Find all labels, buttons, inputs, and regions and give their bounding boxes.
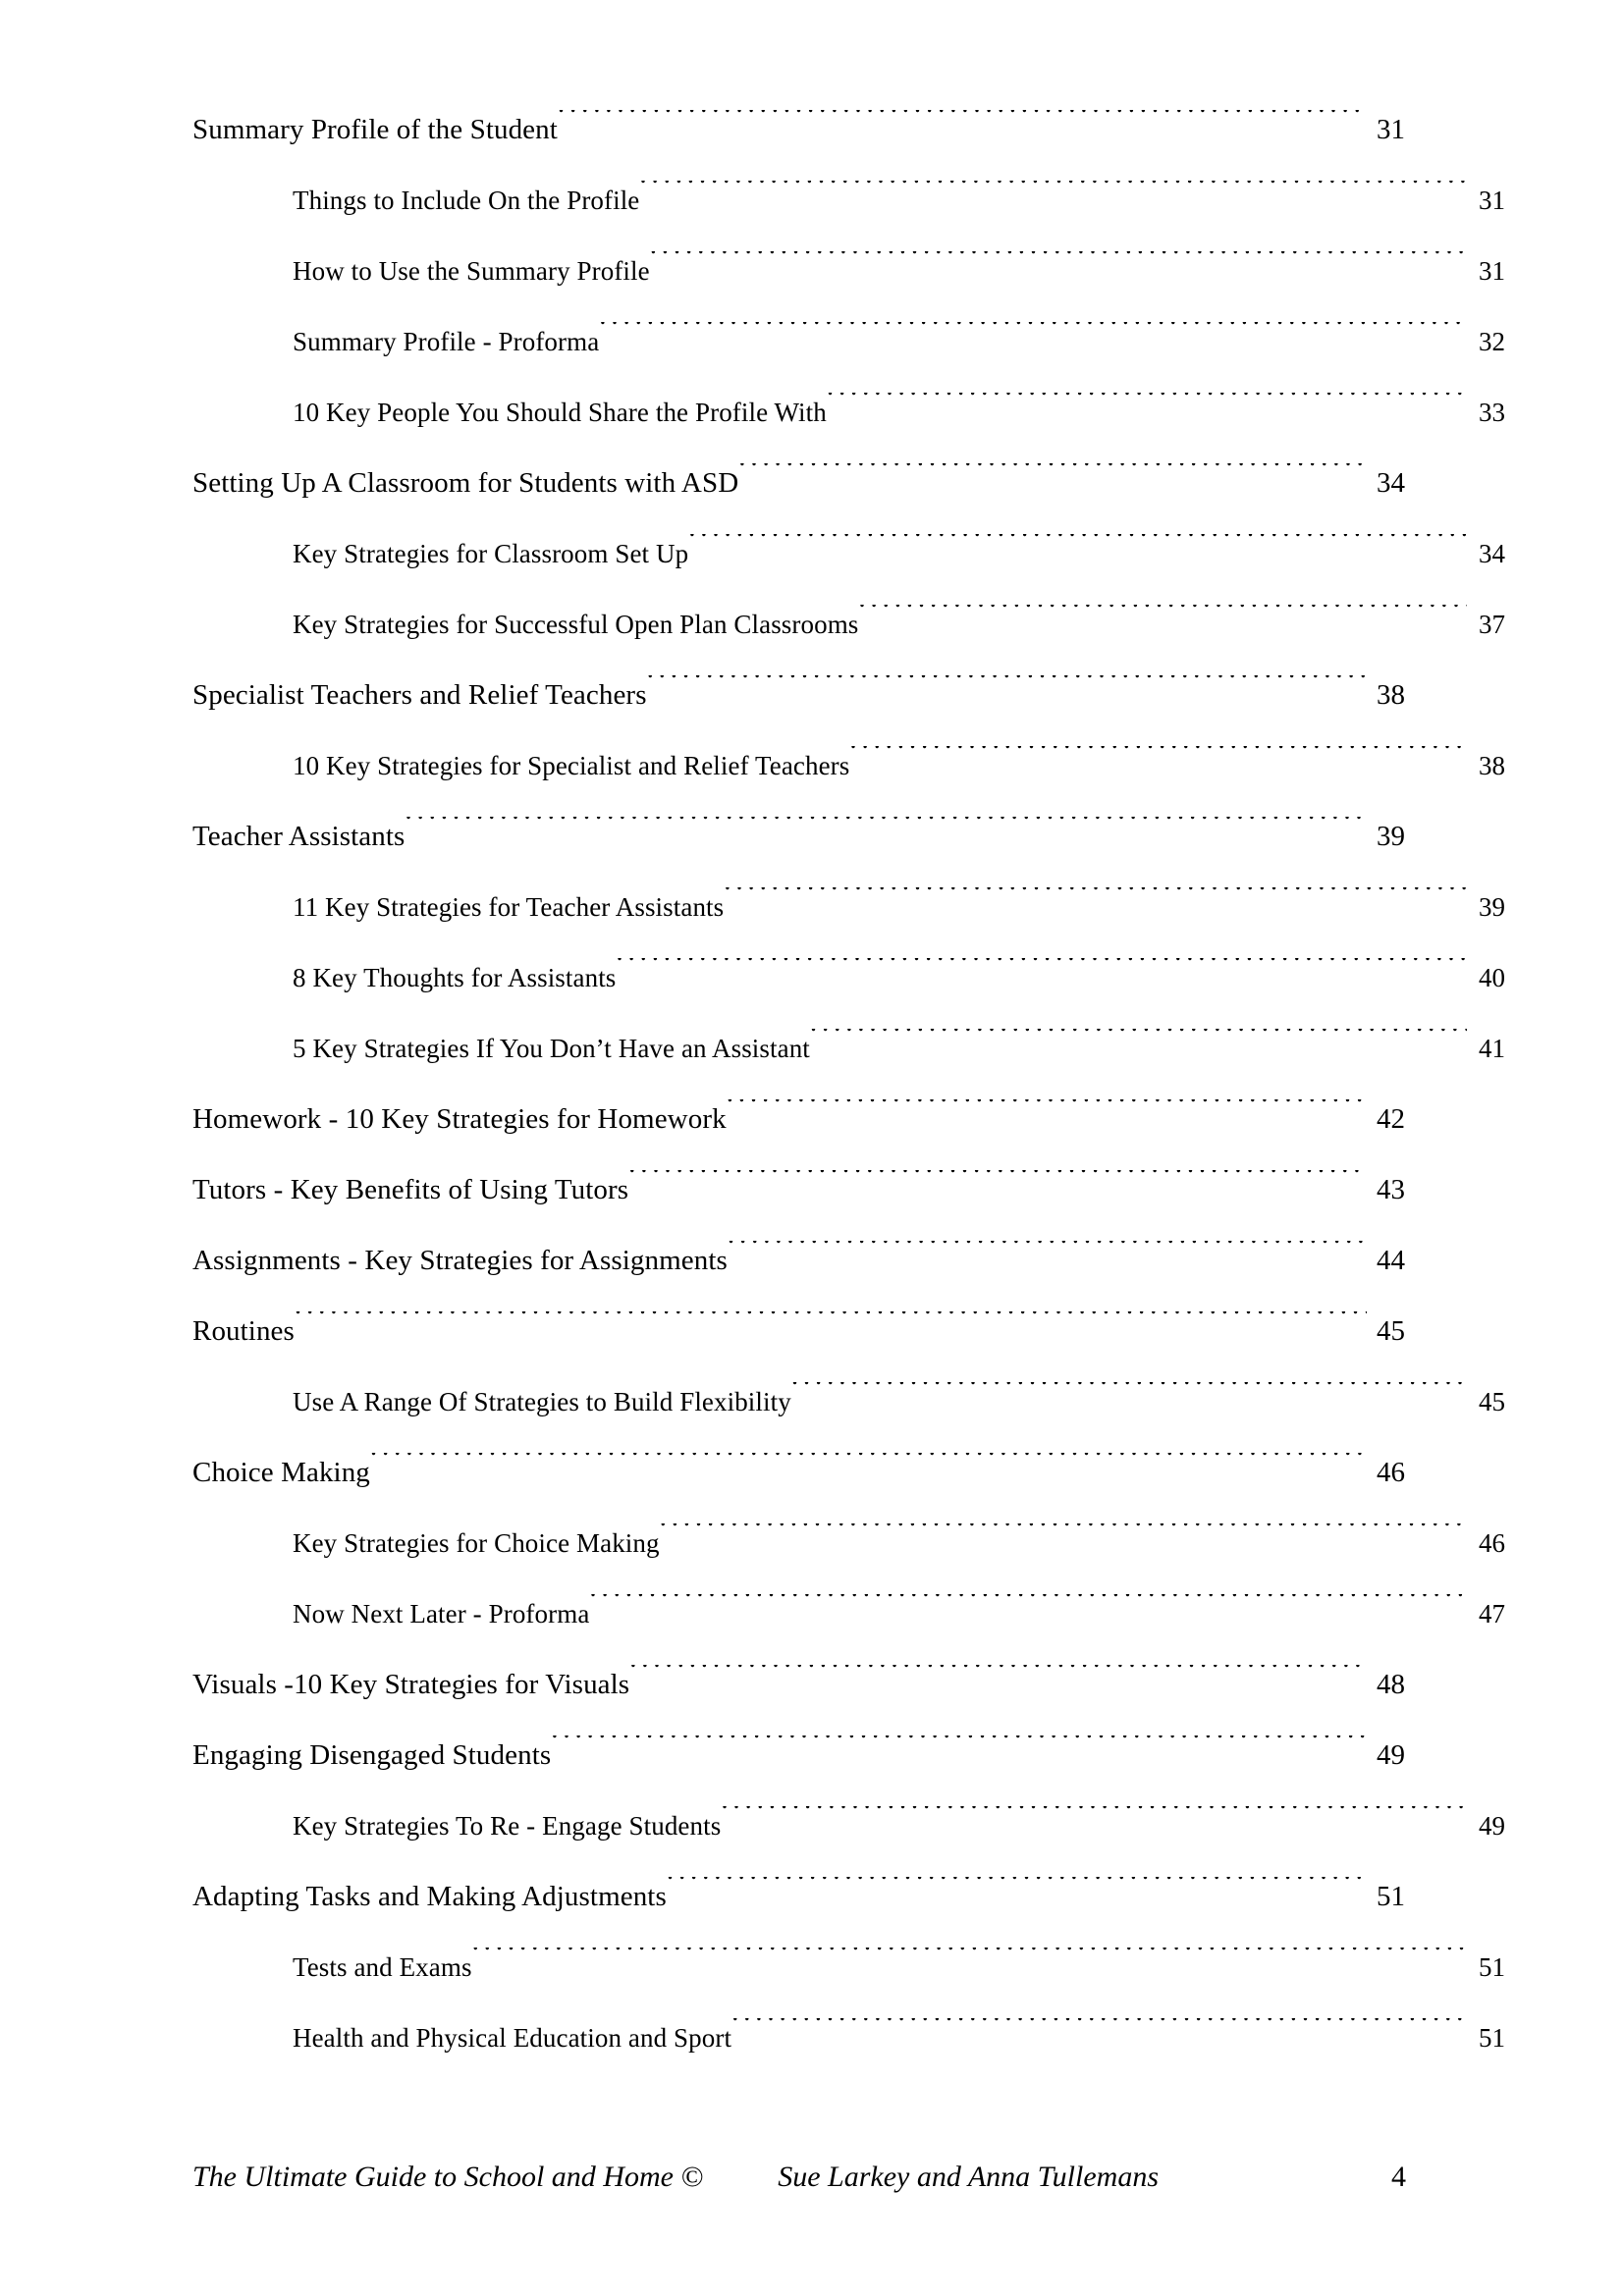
toc-entry-page-number: 46 — [1377, 1457, 1405, 1488]
toc-dot-leader — [558, 110, 1367, 138]
toc-entry[interactable] — [192, 236, 1505, 306]
toc-dot-leader — [370, 1453, 1367, 1481]
toc-entry-title: Setting Up A Classroom for Students with ASD — [192, 467, 739, 499]
toc-entry[interactable] — [192, 1861, 1405, 1932]
toc-entry-title: How to Use the Summary Profile — [293, 256, 650, 286]
toc-entry[interactable] — [192, 942, 1505, 1013]
footer-document-title: The Ultimate Guide to School and Home © — [192, 2161, 704, 2193]
toc-entry-page-number: 41 — [1479, 1034, 1505, 1063]
toc-entry-page-number: 33 — [1479, 398, 1505, 427]
toc-entry-title: Health and Physical Education and Sport — [293, 2023, 732, 2053]
toc-entry-page-number: 42 — [1377, 1103, 1405, 1135]
page-footer — [192, 2156, 1420, 2199]
toc-dot-leader — [724, 887, 1467, 916]
toc-dot-leader — [650, 251, 1467, 280]
toc-entry[interactable] — [192, 1508, 1505, 1578]
toc-dot-leader — [551, 1735, 1367, 1764]
toc-entry-title: 5 Key Strategies If You Don’t Have an Assistant — [293, 1034, 810, 1063]
toc-entry[interactable] — [192, 1154, 1405, 1225]
toc-entry[interactable] — [192, 1296, 1405, 1366]
toc-entry-title: Routines — [192, 1315, 295, 1347]
toc-entry-page-number: 34 — [1479, 539, 1505, 568]
toc-entry-title: Teacher Assistants — [192, 821, 406, 852]
table-of-contents — [192, 94, 1505, 2073]
toc-entry-title: Key Strategies for Choice Making — [293, 1528, 660, 1558]
toc-entry[interactable] — [192, 448, 1405, 518]
toc-entry-page-number: 43 — [1377, 1174, 1405, 1205]
toc-entry[interactable] — [192, 1790, 1505, 1861]
toc-entry-page-number: 47 — [1479, 1599, 1505, 1629]
toc-dot-leader — [472, 1948, 1467, 1976]
toc-entry[interactable] — [192, 1437, 1405, 1508]
toc-entry-title: Tests and Exams — [293, 1952, 472, 1982]
toc-entry-page-number: 45 — [1377, 1315, 1405, 1347]
toc-dot-leader — [589, 1594, 1467, 1623]
toc-entry-page-number: 51 — [1377, 1881, 1405, 1912]
toc-entry-page-number: 34 — [1377, 467, 1405, 499]
toc-dot-leader — [628, 1170, 1367, 1199]
toc-entry-title: Key Strategies To Re - Engage Students — [293, 1811, 722, 1841]
toc-entry-title: Key Strategies for Successful Open Plan Classrooms — [293, 610, 859, 639]
toc-entry[interactable] — [192, 660, 1405, 730]
toc-entry-title: Adapting Tasks and Making Adjustments — [192, 1881, 667, 1912]
toc-entry-page-number: 38 — [1377, 679, 1405, 711]
toc-entry-title: Homework - 10 Key Strategies for Homework — [192, 1103, 727, 1135]
toc-entry[interactable] — [192, 94, 1405, 165]
toc-entry-title: Tutors - Key Benefits of Using Tutors — [192, 1174, 629, 1205]
toc-entry-page-number: 37 — [1479, 610, 1505, 639]
toc-dot-leader — [599, 322, 1467, 350]
toc-entry-page-number: 39 — [1377, 821, 1405, 852]
toc-entry-title: Now Next Later - Proforma — [293, 1599, 590, 1629]
toc-entry-page-number: 48 — [1377, 1669, 1405, 1700]
toc-entry-page-number: 40 — [1479, 963, 1505, 992]
toc-entry-page-number: 49 — [1377, 1739, 1405, 1771]
toc-entry-title: Assignments - Key Strategies for Assignments — [192, 1245, 728, 1276]
toc-entry-title: 11 Key Strategies for Teacher Assistants — [293, 892, 725, 922]
toc-dot-leader — [738, 463, 1367, 492]
toc-entry[interactable] — [192, 2002, 1505, 2073]
toc-dot-leader — [810, 1029, 1467, 1057]
toc-entry-title: Engaging Disengaged Students — [192, 1739, 552, 1771]
toc-entry-page-number: 38 — [1479, 751, 1505, 780]
toc-entry-page-number: 31 — [1377, 114, 1405, 145]
toc-entry[interactable] — [192, 165, 1505, 236]
toc-entry[interactable] — [192, 1366, 1505, 1437]
toc-dot-leader — [791, 1382, 1467, 1411]
toc-entry-page-number: 44 — [1377, 1245, 1405, 1276]
toc-dot-leader — [667, 1877, 1367, 1905]
toc-entry[interactable] — [192, 872, 1505, 942]
toc-dot-leader — [858, 605, 1467, 633]
toc-entry[interactable] — [192, 589, 1505, 660]
toc-entry[interactable] — [192, 1932, 1505, 2002]
toc-entry-title: Summary Profile of the Student — [192, 114, 558, 145]
toc-dot-leader — [728, 1241, 1367, 1269]
toc-entry-title: Specialist Teachers and Relief Teachers — [192, 679, 647, 711]
toc-entry[interactable] — [192, 518, 1505, 589]
toc-entry-title: Choice Making — [192, 1457, 370, 1488]
toc-entry[interactable] — [192, 306, 1505, 377]
toc-entry[interactable] — [192, 1225, 1405, 1296]
footer-page-number: 4 — [1391, 2161, 1406, 2193]
toc-entry[interactable] — [192, 1013, 1505, 1084]
toc-entry-title: 10 Key Strategies for Specialist and Relief Teachers — [293, 751, 850, 780]
toc-entry-page-number: 49 — [1479, 1811, 1505, 1841]
toc-dot-leader — [295, 1311, 1367, 1340]
toc-entry[interactable] — [192, 1649, 1405, 1720]
toc-entry-title: Use A Range Of Strategies to Build Flexibility — [293, 1387, 791, 1416]
toc-entry-title: Things to Include On the Profile — [293, 186, 640, 215]
toc-entry[interactable] — [192, 1720, 1405, 1790]
toc-dot-leader — [405, 817, 1367, 845]
toc-dot-leader — [731, 2018, 1467, 2047]
toc-entry-page-number: 31 — [1479, 256, 1505, 286]
toc-entry[interactable] — [192, 1578, 1505, 1649]
toc-dot-leader — [688, 534, 1467, 562]
toc-dot-leader — [660, 1523, 1467, 1552]
toc-entry-title: Summary Profile - Proforma — [293, 327, 600, 356]
toc-entry-title: 8 Key Thoughts for Assistants — [293, 963, 617, 992]
toc-entry[interactable] — [192, 801, 1405, 872]
toc-entry-page-number: 51 — [1479, 1952, 1505, 1982]
toc-entry[interactable] — [192, 730, 1505, 801]
toc-dot-leader — [616, 958, 1467, 987]
toc-entry-title: Key Strategies for Classroom Set Up — [293, 539, 689, 568]
toc-entry-page-number: 31 — [1479, 186, 1505, 215]
toc-entry-title: Visuals -10 Key Strategies for Visuals — [192, 1669, 630, 1700]
toc-dot-leader — [647, 675, 1367, 704]
footer-authors: Sue Larkey and Anna Tullemans — [778, 2161, 1159, 2193]
toc-entry-page-number: 32 — [1479, 327, 1505, 356]
toc-dot-leader — [639, 181, 1467, 209]
toc-entry[interactable] — [192, 1084, 1405, 1154]
toc-dot-leader — [629, 1665, 1367, 1693]
toc-dot-leader — [827, 393, 1467, 421]
toc-entry-page-number: 39 — [1479, 892, 1505, 922]
toc-dot-leader — [849, 746, 1467, 774]
toc-entry-page-number: 51 — [1479, 2023, 1505, 2053]
toc-entry-page-number: 45 — [1479, 1387, 1505, 1416]
toc-dot-leader — [721, 1806, 1467, 1835]
toc-entry-page-number: 46 — [1479, 1528, 1505, 1558]
toc-entry-title: 10 Key People You Should Share the Profile With — [293, 398, 827, 427]
toc-dot-leader — [727, 1099, 1367, 1128]
toc-entry[interactable] — [192, 377, 1505, 448]
